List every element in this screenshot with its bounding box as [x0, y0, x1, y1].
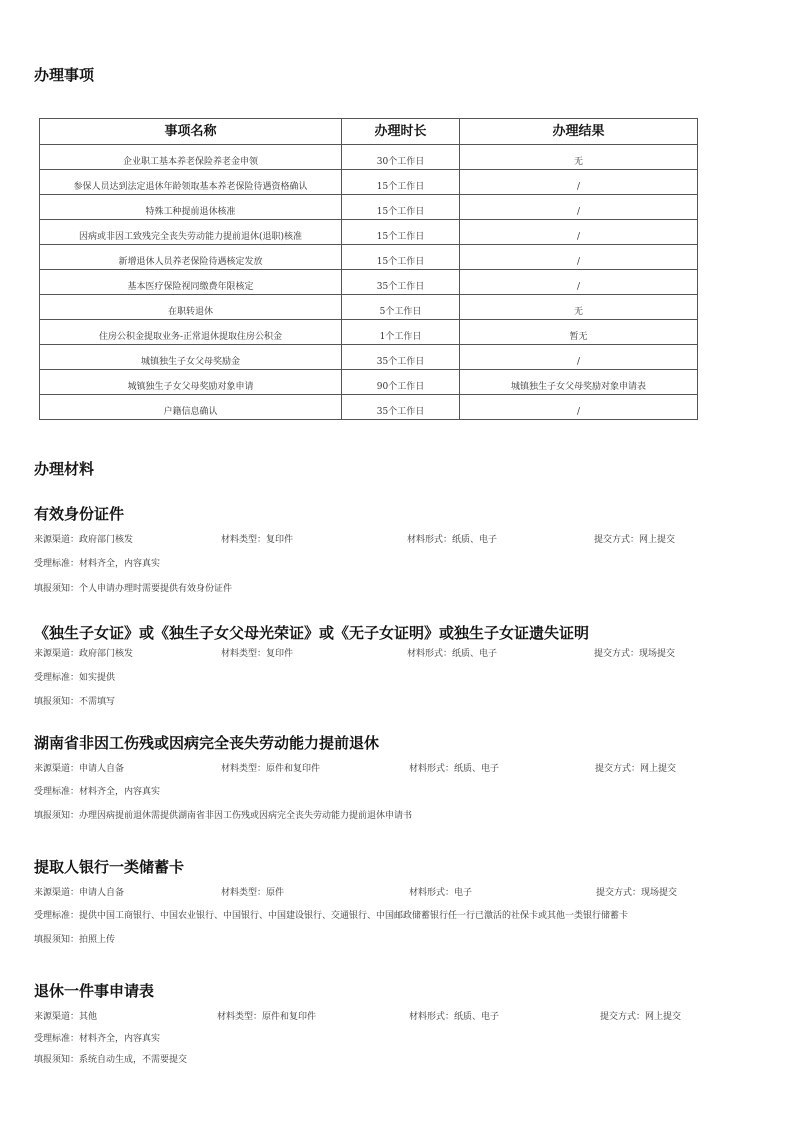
material-notice: 填报须知 ： 个人申请办理时需要提供有效身份证件	[34, 581, 232, 594]
material-source: 来源渠道 ： 其他	[34, 1009, 97, 1022]
cell-result: /	[460, 245, 698, 270]
table-row	[40, 245, 698, 270]
cell-item-name: 城镇独生子女父母奖励金	[40, 345, 342, 370]
header-item-name: 事项名称	[40, 119, 342, 145]
material-notice: 填报须知 ： 拍照上传	[34, 932, 115, 945]
material-type: 材料类型 ： 复印件	[221, 646, 293, 659]
material-standard: 受理标准 ： 提供中国工商银行、中国农业银行、中国银行、中国建设银行、交通银行、中国邮政储蓄银行任一行已激活的社保卡或其他一类银行储蓄卡	[34, 908, 628, 921]
cell-duration: 15个工作日	[342, 220, 460, 245]
cell-item-name: 城镇独生子女父母奖励对象申请	[40, 370, 342, 395]
material-source: 来源渠道 ： 申请人自备	[34, 885, 124, 898]
material-submit: 提交方式 ： 现场提交	[596, 885, 677, 898]
cell-duration: 90个工作日	[342, 370, 460, 395]
material-form: 材料形式 ： 纸质、电子	[409, 761, 499, 774]
cell-result: /	[460, 170, 698, 195]
cell-duration: 5个工作日	[342, 295, 460, 320]
material-submit: 提交方式 ： 网上提交	[595, 761, 676, 774]
material-notice: 填报须知 ： 不需填写	[34, 694, 115, 707]
cell-result: 城镇独生子女父母奖励对象申请表	[460, 370, 698, 395]
cell-item-name: 企业职工基本养老保险养老金申领	[40, 145, 342, 170]
section-title-items: 办理事项	[34, 66, 95, 84]
table-row	[40, 370, 698, 395]
cell-result: /	[460, 345, 698, 370]
material-standard: 受理标准 ： 材料齐全，内容真实	[34, 1031, 160, 1044]
cell-duration: 30个工作日	[342, 145, 460, 170]
cell-item-name: 特殊工种提前退休核准	[40, 195, 342, 220]
table-row	[40, 170, 698, 195]
material-type: 材料类型 ： 原件和复印件	[221, 761, 320, 774]
header-result: 办理结果	[460, 119, 698, 145]
table-row	[40, 195, 698, 220]
table-row	[40, 295, 698, 320]
material-submit: 提交方式 ： 网上提交	[600, 1009, 681, 1022]
table-header-row	[40, 119, 698, 145]
cell-duration: 35个工作日	[342, 395, 460, 420]
material-form: 材料形式 ： 纸质、电子	[407, 646, 497, 659]
table-row	[40, 220, 698, 245]
cell-result: 无	[460, 295, 698, 320]
items-table	[39, 118, 698, 420]
material-standard: 受理标准 ： 材料齐全，内容真实	[34, 556, 160, 569]
section-title-materials: 办理材料	[34, 460, 95, 478]
cell-duration: 15个工作日	[342, 170, 460, 195]
cell-item-name: 在职转退休	[40, 295, 342, 320]
cell-item-name: 参保人员达到法定退休年龄领取基本养老保险待遇资格确认	[40, 170, 342, 195]
material-form: 材料形式 ： 电子	[409, 885, 472, 898]
table-row	[40, 145, 698, 170]
cell-duration: 35个工作日	[342, 345, 460, 370]
material-standard: 受理标准 ： 如实提供	[34, 670, 115, 683]
cell-result: /	[460, 395, 698, 420]
material-title: 退休一件事申请表	[34, 982, 155, 1000]
material-submit: 提交方式 ： 现场提交	[594, 646, 675, 659]
material-type: 材料类型 ： 原件和复印件	[217, 1009, 316, 1022]
cell-item-name: 因病或非因工致残完全丧失劳动能力提前退休(退职)核准	[40, 220, 342, 245]
table-row	[40, 395, 698, 420]
material-type: 材料类型 ： 原件	[221, 885, 284, 898]
material-notice: 填报须知 ： 系统自动生成，不需要提交	[34, 1052, 187, 1065]
cell-item-name: 新增退休人员养老保险待遇核定发放	[40, 245, 342, 270]
cell-result: /	[460, 195, 698, 220]
cell-duration: 15个工作日	[342, 195, 460, 220]
table-row	[40, 320, 698, 345]
material-submit: 提交方式 ： 网上提交	[594, 532, 675, 545]
cell-result: /	[460, 270, 698, 295]
cell-item-name: 住房公积金提取业务-正常退休提取住房公积金	[40, 320, 342, 345]
table-row	[40, 345, 698, 370]
material-title: 有效身份证件	[34, 505, 125, 523]
cell-duration: 1个工作日	[342, 320, 460, 345]
material-form: 材料形式 ： 纸质、电子	[409, 1009, 499, 1022]
material-form: 材料形式 ： 纸质、电子	[407, 532, 497, 545]
cell-item-name: 户籍信息确认	[40, 395, 342, 420]
material-notice: 填报须知 ： 办理因病提前退休需提供湖南省非因工伤残或因病完全丧失劳动能力提前退休申请书	[34, 808, 412, 821]
material-type: 材料类型 ： 复印件	[221, 532, 293, 545]
material-source: 来源渠道 ： 政府部门核发	[34, 646, 133, 659]
header-duration: 办理时长	[342, 119, 460, 145]
cell-result: 暂无	[460, 320, 698, 345]
material-source: 来源渠道 ： 政府部门核发	[34, 532, 133, 545]
cell-item-name: 基本医疗保险视同缴费年限核定	[40, 270, 342, 295]
material-source: 来源渠道 ： 申请人自备	[34, 761, 124, 774]
material-title: 提取人银行一类储蓄卡	[34, 858, 185, 876]
cell-result: 无	[460, 145, 698, 170]
material-standard: 受理标准 ： 材料齐全，内容真实	[34, 784, 160, 797]
material-title: 《独生子女证》或《独生子女父母光荣证》或《无子女证明》或独生子女证遗失证明	[34, 624, 590, 642]
material-title: 湖南省非因工伤残或因病完全丧失劳动能力提前退休	[34, 734, 380, 752]
cell-duration: 35个工作日	[342, 270, 460, 295]
cell-duration: 15个工作日	[342, 245, 460, 270]
table-row	[40, 270, 698, 295]
cell-result: /	[460, 220, 698, 245]
